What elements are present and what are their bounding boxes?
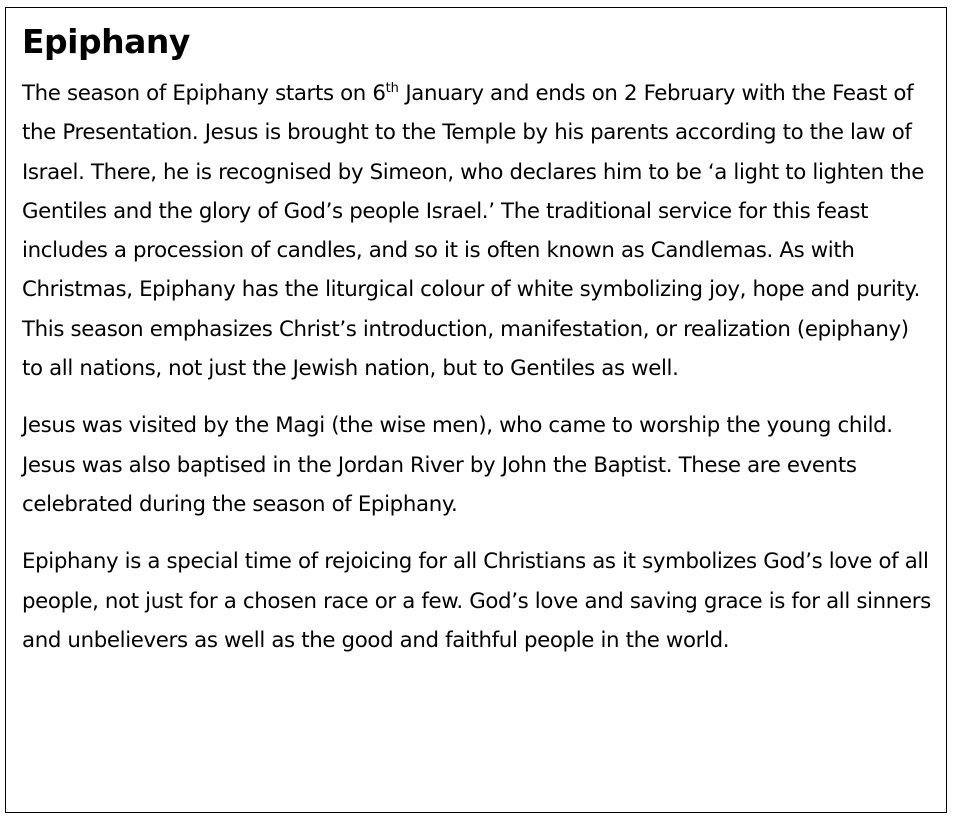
paragraph-season-overview	[22, 74, 932, 388]
paragraph-1-start: The season of Epiphany starts on 6	[22, 81, 386, 106]
paragraph-rejoicing: Epiphany is a special time of rejoicing for all Christians as it symbolizes God’s love of all people, not just for a chosen race or a few. God’s love and saving grace is for all sinners and unbelievers as well as the good and faithful people in the world.	[22, 549, 931, 653]
document-box	[5, 7, 947, 813]
paragraph-1-rest: January and ends on 2 February with the Feast of the Presentation. Jesus is brought to the Temple by his parents according to the law of Israel. There, he is recognised by Simeon, who declares him to be ‘a light to lighten the Gentiles and the glory of God’s people Israel.’ The traditional service for this feast includes a procession of candles, and so it is often known as Candlemas. As with Christmas, Epiphany has the liturgical colour of white symbolizing joy, hope and purity. This season emphasizes Christ’s introduction, manifestation, or realization (epiphany) to all nations, not just the Jewish nation, but to Gentiles as well.	[22, 81, 925, 382]
ordinal-superscript: th	[385, 80, 399, 96]
document-title: Epiphany	[22, 22, 190, 61]
paragraph-magi-baptism: Jesus was visited by the Magi (the wise men), who came to worship the young child. Jesus was also baptised in the Jordan River by John the Baptist. These are events celebrated during the season of Epiphany.	[22, 413, 893, 517]
